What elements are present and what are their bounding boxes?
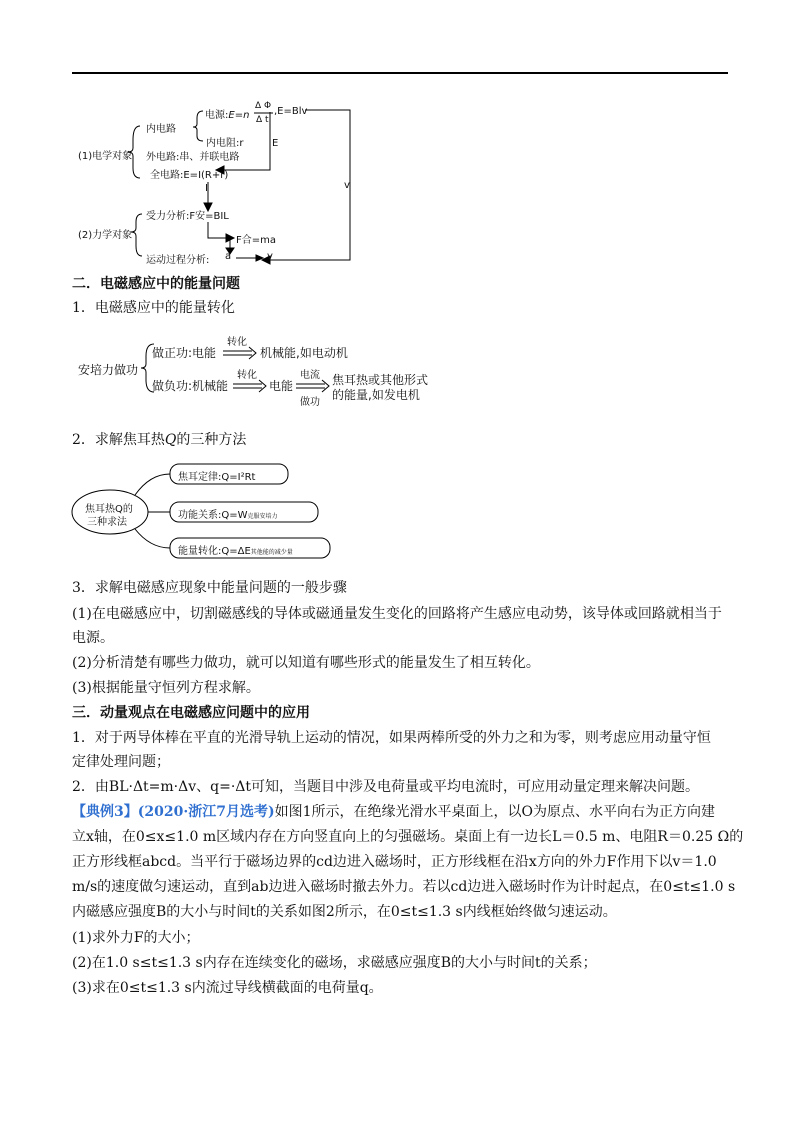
- current-label: 电流: [300, 370, 320, 381]
- convert1-label: 转化: [227, 337, 247, 348]
- example-line3: 正方形线框abcd。当平行于磁场边界的cd边进入磁场时，正方形线框在沿x方向的外力F作用下以v＝1.0: [72, 854, 717, 870]
- joule-law-label: 焦耳定律:Q=I²Rt: [178, 472, 256, 483]
- center-line2: 三种求法: [87, 517, 127, 528]
- step1-line1: (1)在电磁感应中，切割磁感线的导体或磁通量发生变化的回路将产生感应电动势，该导体或回路就相当于: [72, 606, 722, 622]
- full-circuit-label: 全电路:E=I(R+r): [150, 170, 229, 181]
- positive-work-label: 做正功:电能: [152, 346, 217, 360]
- fraction-bottom: Δ t: [256, 115, 269, 125]
- section3-p1-line2: 定律处理问题；: [72, 754, 170, 770]
- work-label: 做功: [300, 397, 320, 408]
- fraction-top: Δ Φ: [255, 101, 272, 111]
- motion-analysis-label: 运动过程分析:: [146, 255, 210, 266]
- inner-circuit-label: 内电路: [146, 124, 176, 135]
- force-analysis-label: 受力分析:F安=BIL: [146, 211, 229, 222]
- f-ma-label: F合=ma: [236, 235, 276, 246]
- a-label: a: [225, 251, 232, 262]
- source-blv: ,E=Blv: [274, 106, 308, 117]
- outer-circuit-label: 外电路:串、并联电路: [146, 152, 240, 163]
- mech-object-label: (2)力学对象: [78, 230, 133, 241]
- step3: (3)根据能量守恒列方程求解。: [72, 680, 260, 696]
- section3-p2: 2．由BL·Δt=m·Δv、q=·Δt可知，当题目中涉及电荷量或平均电流时，可应用动量定理来解决问题。: [72, 779, 700, 795]
- result1-label: 机械能,如电动机: [260, 346, 348, 360]
- center-line1: 焦耳热Q的: [85, 504, 133, 515]
- e-arrow-label: E: [272, 138, 279, 149]
- result2-line1: 焦耳热或其他形式: [332, 373, 429, 387]
- step1-line2: 电源。: [72, 630, 114, 646]
- source-label: 电源:E=n: [205, 110, 250, 121]
- question2: (2)在1.0 s≤t≤1.3 s内存在连续变化的磁场，求磁感应强度B的大小与时间t的关系；: [72, 955, 597, 971]
- section3-p1-line1: 1．对于两导体棒在平直的光滑导轨上运动的情况，如果两棒所受的外力之和为零，则考虑应用动量守恒: [72, 730, 711, 746]
- section2-item3: 3．求解电磁感应现象中能量问题的一般步骤: [72, 580, 347, 596]
- elec-object-label: (1)电学对象: [78, 151, 133, 162]
- v-loop-label: v: [344, 180, 350, 191]
- question1: (1)求外力F的大小；: [72, 930, 200, 946]
- negative-work-label: 做负功:机械能: [152, 379, 229, 393]
- example-line4: m/s的速度做匀速运动，直到ab边进入磁场时撤去外力。若以cd边进入磁场时作为计时起点，在0≤t≤1.0 s: [72, 879, 736, 895]
- section2-heading: 二．电磁感应中的能量问题: [72, 276, 240, 292]
- v-label: v: [267, 251, 273, 262]
- ampere-work-label: 安培力做功: [78, 363, 139, 377]
- step2: (2)分析清楚有哪些力做功，就可以知道有哪些形式的能量发生了相互转化。: [72, 655, 540, 671]
- example-line1: 【典例3】(2020·浙江7月选考)如图1所示，在绝缘光滑水平桌面上，以O为原点、水平向右为正方向建: [72, 804, 715, 820]
- internal-resistance: 内电阻:r: [206, 138, 244, 149]
- section2-item1: 1．电磁感应中的能量转化: [72, 300, 235, 316]
- section2-item2: 2．求解焦耳热Q的三种方法: [72, 432, 247, 448]
- i-arrow-label: I: [205, 183, 208, 194]
- energy-convert-label: 能量转化:Q=ΔE其他能的减少量: [178, 546, 293, 557]
- work-energy-label: 功能关系:Q=W克服安培力: [178, 510, 278, 521]
- electric-energy-label: 电能: [269, 379, 294, 393]
- question3: (3)求在0≤t≤1.3 s内流过导线横截面的电荷量q。: [72, 980, 383, 996]
- example-line5: 内磁感应强度B的大小与时间t的关系如图2所示，在0≤t≤1.3 s内线框始终做匀速运动。: [72, 904, 617, 920]
- result2-line2: 的能量,如发电机: [332, 388, 420, 402]
- section3-heading: 三．动量观点在电磁感应问题中的应用: [72, 705, 310, 721]
- convert2-label: 转化: [237, 370, 257, 381]
- example-line2: 立x轴，在0≤x≤1.0 m区域内存在方向竖直向上的匀强磁场。桌面上有一边长L＝0.5 m、电阻R＝0.25 Ω的: [72, 829, 744, 845]
